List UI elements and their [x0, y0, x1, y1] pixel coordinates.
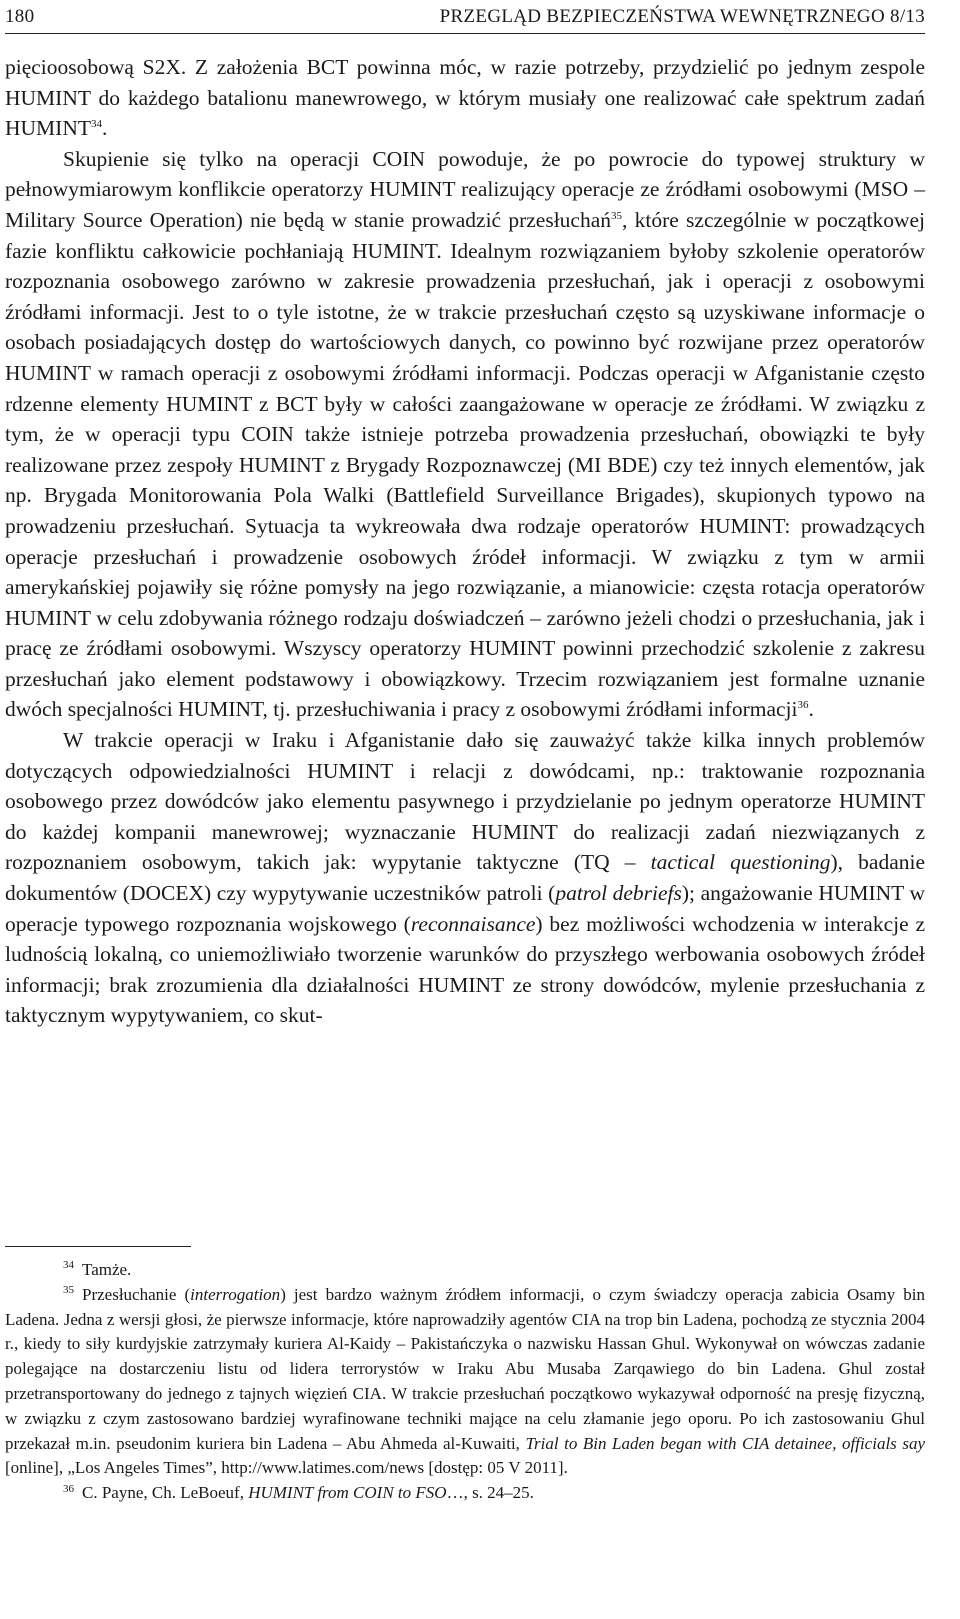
footnote-text: Tamże.: [82, 1260, 132, 1279]
paragraph-3: [5, 725, 925, 1031]
footnote-number: 35: [63, 1284, 74, 1297]
page: [5, 0, 926, 1503]
italic-term: tactical questioning: [650, 850, 831, 875]
text-run: .: [102, 116, 108, 141]
footnote-text: …, s. 24–25.: [446, 1483, 534, 1503]
footnote-34: [5, 1258, 925, 1283]
footnotes: [5, 1258, 925, 1506]
running-header: [5, 4, 925, 30]
book-title: HUMINT from COIN to FSO: [248, 1483, 447, 1503]
text-run: pięcioosobową S2X. Z założenia BCT powinna móc, w razie potrzeby, przydzielić po jednym zespole HUMINT do każdego batalionu manewrowego, w którym musiały one realizować całe spektrum zadań HUMINT: [5, 55, 925, 141]
text-run: W trakcie operacji w Iraku i Afganistanie dało się zauważyć także kilka innych problemów dotyczących odpowiedzialności HUMINT i relacji z dowódcami, np.: traktowanie rozpoznania osobowego przez dowódców jako elementu pasywnego i przydzielanie po jednym operatorze HUMINT do każdej kompanii manewrowej; wyznaczanie HUMINT do realizacji zadań niezwiązanych z rozpoznaniem osobowym, takich jak: wypytanie taktyczne (TQ –: [5, 728, 925, 875]
footnote-35: [5, 1283, 925, 1481]
text-run: .: [808, 697, 814, 722]
article-title: Trial to Bin Laden began with CIA detainee, officials say: [525, 1433, 925, 1453]
footnote-number: 34: [63, 1259, 74, 1272]
body-text: [5, 52, 925, 1031]
footnote-number: 36: [63, 1482, 74, 1495]
footnote-separator: [5, 1246, 191, 1247]
text-run: ) bez możliwości wchodzenia w interakcje z ludnością lokalną, co uniemożliwiało tworzenie warunków do przyszłego werbowania osobowych źródeł informacji; brak zrozumienia dla działalności HUMINT ze strony dowódców, mylenie przesłuchania z taktycznym wypytywaniem, co skut-: [5, 911, 926, 1028]
footnote-36: [5, 1481, 925, 1506]
paragraph-1: [5, 52, 925, 144]
text-run: ), badanie dokumentów (DOCEX) czy wypytywanie uczestników patroli (: [5, 850, 926, 906]
footnote-text: Przesłuchanie (: [82, 1284, 191, 1304]
text-run: Skupienie się tylko na operacji COIN powoduje, że po powrocie do typowej struktury w pełnowymiarowym konflikcie operatorzy HUMINT realizujący operacje ze źródłami osobowymi (MSO – Military Source Operation) nie będą w stanie prowadzić przesłuchań: [5, 146, 925, 232]
journal-title: PRZEGLĄD BEZPIECZEŃSTWA WEWNĘTRZNEGO 8/13: [439, 6, 925, 27]
italic-term: interrogation: [190, 1284, 281, 1304]
footnote-text: ) jest bardzo ważnym źródłem informacji, o czym świadczy operacja zabicia Osamy bin Ladena. Jedna z wersji głosi, że pierwsze informacje, które naprowadziły agentów CIA na trop bin Ladena, pochodzą ze stycznia 2004 r., kiedy to siły kurdyjskie zatrzymały kuriera Al-Kaidy – Pakistańczyka o nazwisku Hassan Ghul. Wykonywał on wówczas zadanie polegające na dostarczeniu listu od lidera terrorystów w Iraku Abu Musaba Zarqawiego do bin Ladena. Ghul został przetransportowany do jednego z tajnych więzień CIA. W trakcie przesłuchań początkowo wykazywał odporność na presję fizyczną, w związku z czym zastosowano bardziej wyrafinowane techniki mające na celu złamanie jego oporu. Po ich zastosowaniu Ghul przekazał m.in. pseudonim kuriera bin Ladena – Abu Ahmeda al-Kuwaiti,: [5, 1284, 925, 1453]
footnote-ref-35[interactable]: 35: [611, 209, 623, 222]
footnote-ref-34[interactable]: 34: [91, 118, 102, 131]
footnote-text: C. Payne, Ch. LeBoeuf,: [82, 1483, 249, 1503]
italic-term: patrol debriefs: [555, 881, 682, 906]
paragraph-2: [5, 144, 925, 725]
header-rule: [5, 33, 925, 34]
italic-term: reconnaisance: [410, 911, 536, 936]
footnote-ref-36[interactable]: 36: [797, 699, 809, 712]
text-run: ); angażowanie HUMINT w operacje typowego rozpoznania wojskowego (: [5, 881, 925, 936]
footnote-text: [online], „Los Angeles Times”, http://www.latimes.com/news [dostęp: 05 V 2011].: [5, 1458, 568, 1478]
page-number: 180: [5, 6, 35, 27]
text-run: , które szczególnie w początkowej fazie konfliktu całkowicie pochłaniają HUMINT. Idealnym rozwiązaniem byłoby szkolenie operatorów rozpoznania osobowego zarówno w zakresie prowadzenia przesłuchań, jak i operacji z osobowymi źródłami informacji. Jest to o tyle istotne, że w trakcie przesłuchań często są uzyskiwane informacje o osobach posiadających dostęp do wartościowych danych, co powinno być rozwijane przez operatorów HUMINT w ramach operacji z osobowymi źródłami informacji. Podczas operacji w Afganistanie często rdzenne elementy HUMINT z BCT były w całości zaangażowane w operacje ze źródłami. W związku z tym, że w operacji typu COIN także istnieje potrzeba prowadzenia przesłuchań, obowiązki te były realizowane przez zespoły HUMINT z Brygady Rozpoznawczej (MI BDE) czy też innych elementów, jak np. Brygada Monitorowania Pola Walki (Battlefield Surveillance Brigades), skupionych typowo na prowadzeniu przesłuchań. Sytuacja ta wykreowała dwa rodzaje operatorów HUMINT: prowadzących operacje przesłuchań i prowadzenie osobowych źródeł informacji. W związku z tym w armii amerykańskiej pojawiły się różne pomysły na jego rozwiązanie, a mianowicie: częsta rotacja operatorów HUMINT w celu zdobywania różnego rodzaju doświadczeń – zarówno jeżeli chodzi o przesłuchania, jak i pracę ze źródłami osobowymi. Wszyscy operatorzy HUMINT powinni przechodzić szkolenie z zakresu przesłuchań jako element podstawowy i obowiązkowy. Trzecim rozwiązaniem jest formalne uznanie dwóch specjalności HUMINT, tj. przesłuchiwania i pracy z osobowymi źródłami informacji: [5, 207, 926, 722]
